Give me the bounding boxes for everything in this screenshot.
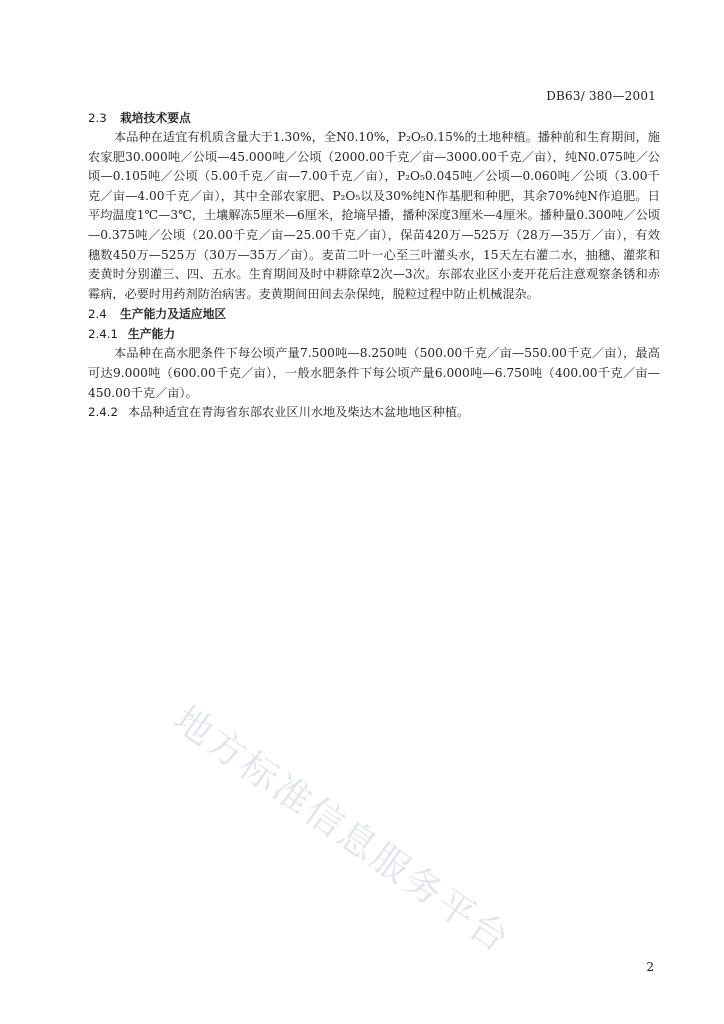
section-2-4-1-paragraph: 本品种在高水肥条件下每公顷产量7.500吨—8.250吨（500.00千克／亩—550.00千克／亩），最高可达9.000吨（600.00千克／亩），一般水肥条件下每公顷产量6.000吨—6.750吨（400.00千克／亩—450.00千克／亩）。 — [88, 346, 660, 400]
document-code: DB63/ 380—2001 — [546, 89, 656, 103]
section-2-4-heading — [88, 304, 660, 324]
section-title: 栽培技术要点 — [120, 111, 191, 125]
section-2-4-1-heading — [88, 324, 660, 344]
section-2-4-2-text: 本品种适宜在青海省东部农业区川水地及柴达木盆地地区种植。 — [128, 405, 470, 420]
section-2-3-heading — [88, 108, 660, 128]
section-title: 生产能力及适应地区 — [120, 307, 227, 322]
section-number: 2.4.1 — [88, 327, 119, 342]
section-number: 2.4 — [88, 307, 107, 322]
watermark-text: 地方标准信息服务平台 — [166, 697, 519, 963]
section-2-3-paragraph: 本品种在适宜有机质含量大于1.30%，全N0.10%，P₂O₅0.15%的土地种植。播种前和生育期间，施农家肥30.000吨／公顷—45.000吨／公顷（2000.00千克／亩—3000.00千克／亩），纯N0.075吨／公顷—0.105吨／公顷（5.00千克／亩—7.00千克／亩），P₂O₅0.045吨／公顷—0.060吨／公顷（3.00千克／亩—4.00千克／亩），其中全部农家肥、P₂O₅以及30%纯N作基肥和种肥，其余70%纯N作追肥。日平均温度1℃—3℃，土壤解冻5厘米—6厘米，抢墒早播，播种深度3厘米—4厘米。播种量0.300吨／公顷—0.375吨／公顷（20.00千克／亩—25.00千克／亩），保苗420万—525万（28万—35万／亩），有效穗数450万—525万（30万—35万／亩）。麦苗二叶一心至三叶灌头水，15天左右灌二水，抽穗、灌浆和麦黄时分别灌三、四、五水。生育期间及时中耕除草2次—3次。东部农业区小麦开花后注意观察条锈和赤霉病，必要时用药剂防治病害。麦黄期间田间去杂保纯，脱粒过程中防止机械混杂。 — [88, 130, 660, 301]
page-number: 2 — [646, 960, 654, 974]
section-number: 2.4.2 — [88, 405, 119, 420]
section-title: 生产能力 — [128, 327, 176, 342]
section-number: 2.3 — [88, 111, 107, 125]
section-2-4-2-item — [88, 403, 660, 423]
document-body — [88, 108, 660, 423]
